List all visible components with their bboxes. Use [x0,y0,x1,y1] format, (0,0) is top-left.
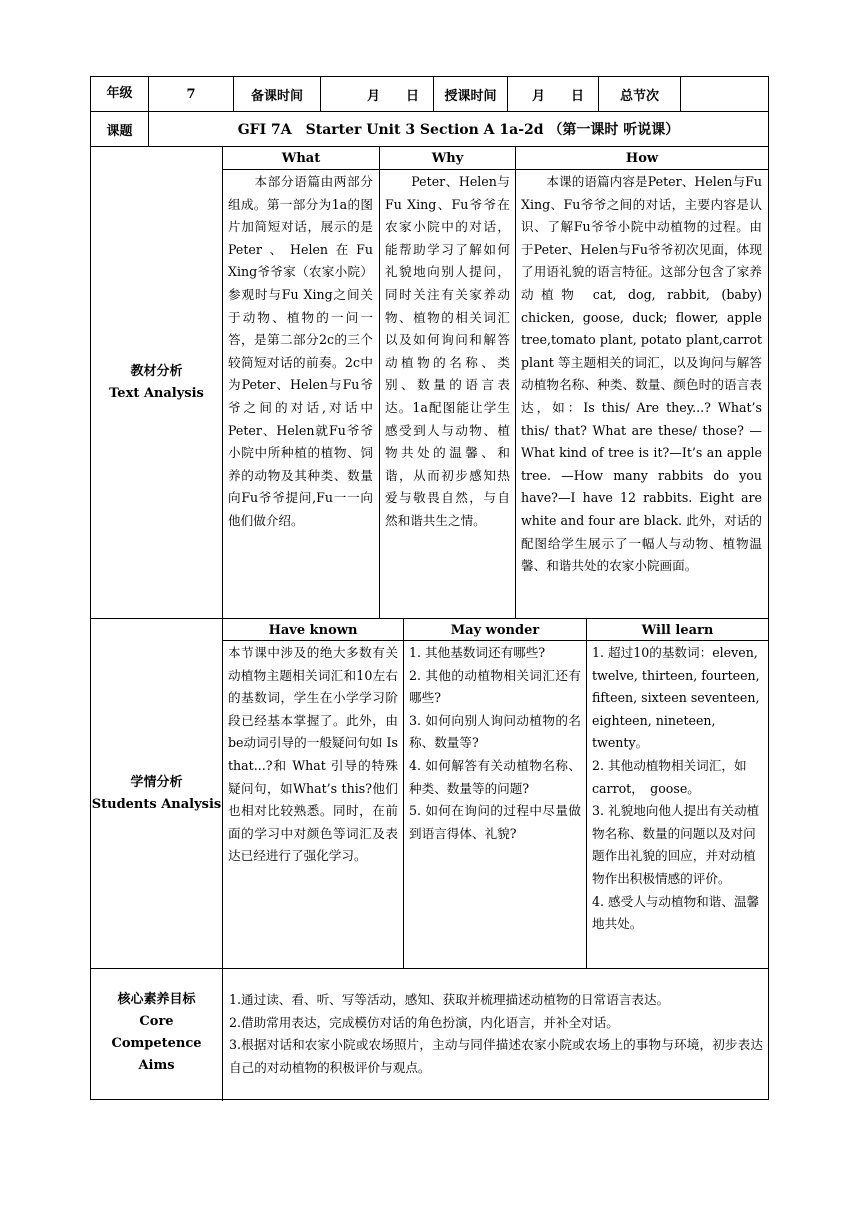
lesson-plan-table [90,76,769,1100]
students-analysis-label [91,619,222,968]
what-header: What [281,151,321,166]
teach-time-label: 授课时间 [444,88,497,104]
list-item: 1. 其他基数词还有哪些? [409,645,546,660]
list-item: 3. 礼貌地向他人提出有关动植物名称、数量的问题以及对问题作出礼貌的回应，并对动植物作出积极情感的评价。 [592,803,760,886]
core-competence-label-cn: 核心素养目标 [117,992,196,1007]
list-item: 1.通过读、看、听、写等活动，感知、获取并梳理描述动植物的日常语言表达。 [229,992,670,1007]
topic-label: 课题 [106,123,133,139]
list-item: 2. 其他的动植物相关词汇还有哪些? [409,667,581,706]
core-competence-label-en-1: Core [139,1014,174,1029]
text-analysis-label-en: Text Analysis [109,385,204,401]
grade-label: 年级 [106,86,133,101]
subheader-divider [222,169,768,170]
list-item: 3.根据对话和农家小院或农场照片，主动与同伴描述农家小院或农场上的事物与环境，初步表达自己的对动植物的积极评价与观点。 [229,1037,763,1075]
core-competence-label-en-2: Competence [111,1036,202,1051]
list-item: 2.借助常用表达，完成模仿对话的角色扮演，内化语言，并补全对话。 [229,1014,619,1030]
total-value [681,77,768,111]
will-learn-list [592,642,762,965]
subheader-divider [222,640,768,641]
list-item: 5. 如何在询问的过程中尽量做到语言得体、礼貌? [409,803,581,841]
topic-value: GFI 7A Starter Unit 3 Section A 1a-2d （第一课时 听说课） [237,122,680,138]
how-text: 本课的语篇内容是Peter、Helen与Fu Xing、Fu爷爷之间的对话，主要内容是认识、了解Fu爷爷小院中动植物的过程。由于Peter、Helen与Fu爷爷初次见面，体现了用语礼貌的语言特征。这部分包含了家养动植物 cat, dog, rabbit, (baby) chicken, goose, duck; flower, apple tree,tomato plant, potato plant,carrot plant 等主题相关的词汇，以及询问与解答动植物名称、种类、数量、颜色时的语言表达，如：Is this/ Are they...? What’s this/ that? What are these/ those? —What kind of tree is it?—It’s an apple tree. —How many rabbits do you have?—I have 12 rabbits. Eight are white and four are black. 此外，对话的配图给学生展示了一幅人与动物、植物温馨、和谐共处的农家小院画面。 [521,174,767,574]
have-known-header: Have known [268,623,358,638]
why-header: Why [431,151,464,166]
core-competence-label [91,969,222,1099]
grade-value: 7 [186,86,196,102]
text-analysis-label [91,147,222,618]
students-analysis-label-cn: 学情分析 [130,774,183,790]
have-known-text: 本节课中涉及的绝大多数有关动植物主题相关词汇和10左右的基数词，学生在小学学习阶段已经基本掌握了。此外，由be动词引导的一般疑问句如 Is that...?和 What 引导的特殊疑问句，如What’s this?他们也相对比较熟悉。同时，在前面的学习中对颜色等词汇及表达已经进行了强化学习。 [228,645,403,864]
may-wonder-header: May wonder [450,623,540,638]
col-divider [403,618,404,968]
list-item: 1. 超过10的基数词：eleven, twelve, thirteen, fourteen, fifteen, sixteen seventeen, eighteen, nineteen, twenty。 [592,645,764,751]
how-header: How [625,151,659,166]
will-learn-header: Will learn [641,623,714,638]
col-divider [379,146,380,618]
what-text: 本部分语篇由两部分组成。第一部分为1a的图片加简短对话，展示的是Peter、Helen在Fu Xing爷爷家（农家小院）参观时与Fu Xing之间关于动物、植物的一问一答，是第二部分2c的三个较简短对话的前奏。2c中为Peter、Helen与Fu爷爷之间的对话,对话中Peter、Helen就Fu爷爷小院中所种植的植物、饲养的动物及其种类、数量向Fu爷爷提问,Fu一一向他们做介绍。 [228,174,378,528]
total-label: 总节次 [619,88,659,104]
text-analysis-label-cn: 教材分析 [130,363,183,379]
list-item: 4. 如何解答有关动植物名称、种类、数量等的问题? [409,757,581,796]
prep-time-value: 月 日 [366,88,419,104]
teach-time-value: 月 日 [531,88,584,104]
prep-time-label: 备课时间 [250,88,303,104]
col-divider [515,146,516,618]
core-aims-list [229,989,763,1089]
list-item: 4. 感受人与动植物和谐、温馨地共处。 [592,893,760,932]
students-analysis-label-en: Students Analysis [91,796,222,812]
list-item: 2. 其他动植物相关词汇，如 carrot， goose。 [592,757,751,796]
col-divider [586,618,587,968]
why-text: Peter、Helen与Fu Xing、Fu爷爷在农家小院中的对话，能帮助学习了解如何礼貌地向别人提问，同时关注有关家养动物、植物的相关词汇以及如何询问和解答动植物的名称、类别、数量的语言表达。1a配图能让学生感受到人与动物、植物共处的温馨、和谐，从而初步感知热爱与敬畏自然，与自然和谐共生之情。 [385,174,510,528]
list-item: 3. 如何向别人询问动植物的名称、数量等? [409,712,581,751]
may-wonder-list [409,642,581,965]
core-competence-label-en-3: Aims [138,1058,175,1073]
